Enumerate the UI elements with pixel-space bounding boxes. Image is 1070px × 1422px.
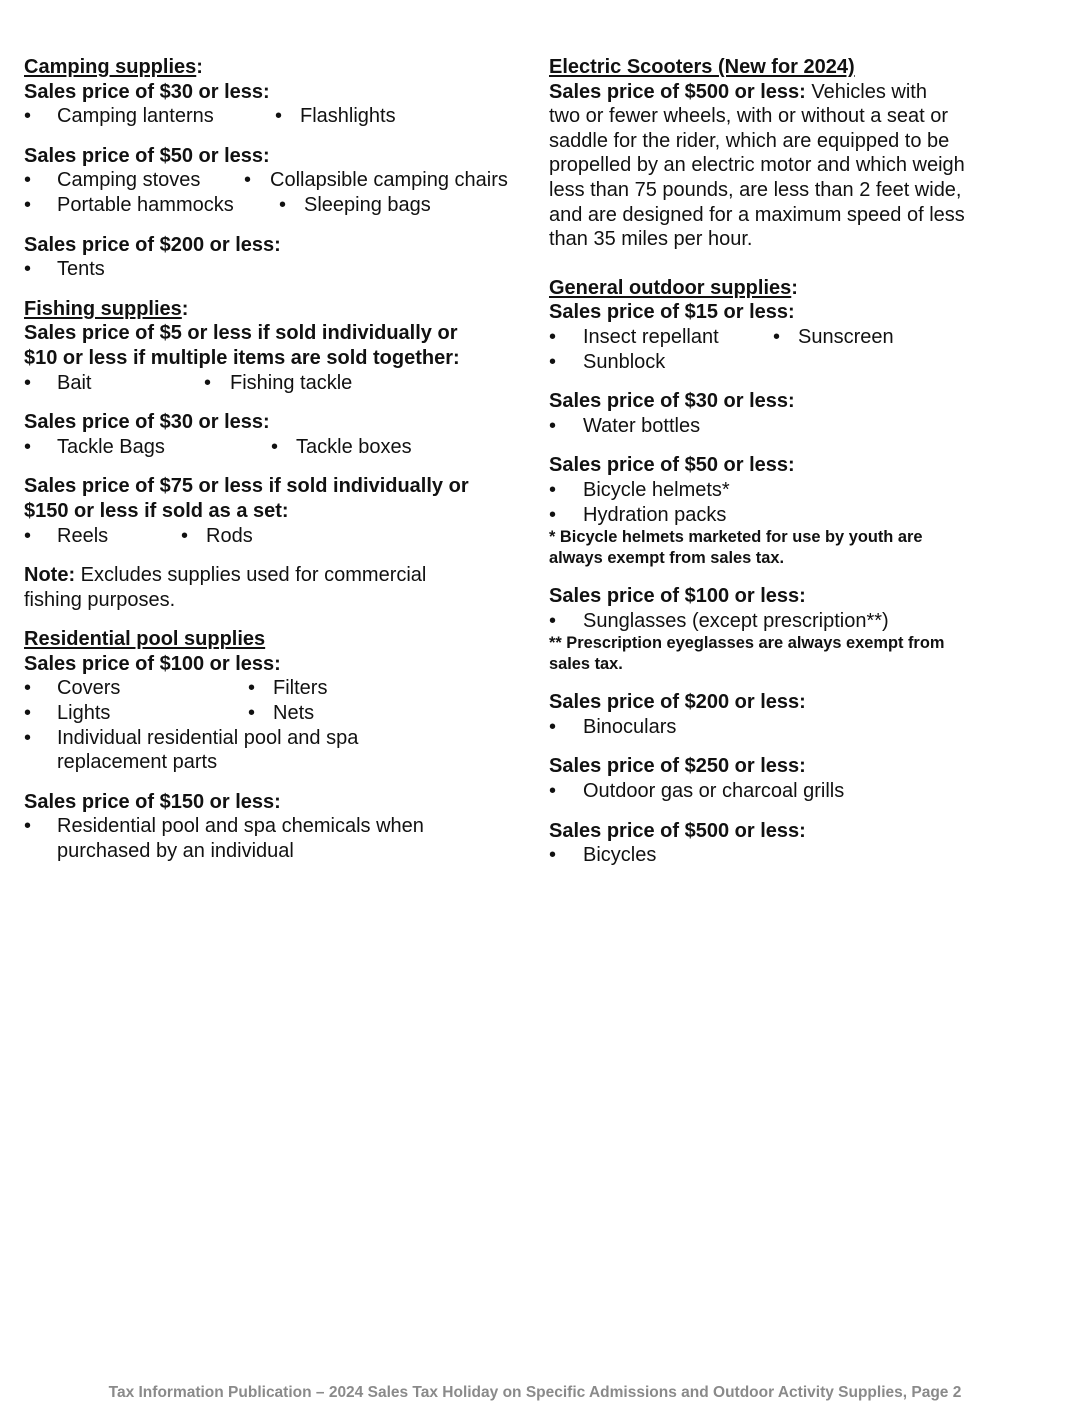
item-rods: Rods	[206, 524, 253, 547]
item-hydration-packs: Hydration packs	[583, 503, 727, 526]
list-item	[24, 814, 504, 863]
bullet: •	[248, 702, 256, 725]
item-collapsible-camping-chairs: Collapsible camping chairs	[270, 169, 508, 192]
outdoor-price-15: Sales price of $15 or less:	[549, 301, 795, 324]
item-binoculars: Binoculars	[583, 715, 677, 738]
item-bicycles: Bicycles	[583, 844, 657, 867]
bullet: •	[24, 105, 32, 128]
left-column	[24, 55, 508, 864]
helmet-footnote-line2: always exempt from sales tax.	[549, 549, 785, 568]
eyeglasses-footnote-line2: sales tax.	[549, 655, 623, 674]
item-nets: Nets	[273, 702, 315, 725]
bullet: •	[549, 503, 557, 526]
item-water-bottles: Water bottles	[583, 414, 701, 437]
list-item	[549, 779, 989, 804]
item-covers: Covers	[57, 677, 121, 700]
item-bait: Bait	[57, 371, 92, 394]
camping-price-30: Sales price of $30 or less:	[24, 80, 270, 103]
scooters-description-line: than 35 miles per hour.	[549, 228, 753, 251]
item-pool-chemicals-line2: purchased by an individual	[57, 840, 294, 863]
item-sunblock: Sunblock	[583, 350, 666, 373]
page-footer: Tax Information Publication – 2024 Sales Tax Holiday on Specific Admissions and Outdoor Activity Supplies, Page 2	[108, 1384, 962, 1401]
list-item	[549, 414, 989, 439]
bullet: •	[549, 715, 557, 738]
list-item	[24, 435, 504, 460]
bullet: •	[275, 105, 283, 128]
bullet: •	[549, 325, 557, 348]
fishing-price-30: Sales price of $30 or less:	[24, 411, 270, 434]
outdoor-price-100: Sales price of $100 or less:	[549, 585, 806, 608]
item-pool-parts-line1: Individual residential pool and spa	[57, 726, 359, 749]
bullet: •	[549, 414, 557, 437]
fishing-note: Note: Excludes supplies used for commercial	[24, 564, 427, 587]
item-filters: Filters	[273, 677, 328, 700]
item-tackle-boxes: Tackle boxes	[296, 435, 412, 458]
bullet: •	[549, 478, 557, 501]
camping-price-200: Sales price of $200 or less:	[24, 233, 281, 256]
bullet: •	[24, 726, 32, 749]
bullet: •	[24, 524, 32, 547]
bullet: •	[248, 677, 256, 700]
item-bicycle-helmets: Bicycle helmets*	[583, 478, 730, 501]
outdoor-price-30: Sales price of $30 or less:	[549, 390, 795, 413]
bullet: •	[24, 702, 32, 725]
eyeglasses-footnote: ** Prescription eyeglasses are always exempt from	[549, 634, 945, 653]
pool-price-150: Sales price of $150 or less:	[24, 790, 281, 813]
item-tackle-bags: Tackle Bags	[57, 435, 165, 458]
item-pool-chemicals-line1: Residential pool and spa chemicals when	[57, 815, 424, 838]
bullet: •	[773, 325, 781, 348]
list-item	[24, 371, 504, 396]
item-tents: Tents	[57, 258, 105, 281]
fishing-price-5-line1: Sales price of $5 or less if sold individually or	[24, 322, 458, 345]
list-item	[549, 478, 989, 503]
list-item	[24, 193, 504, 218]
fishing-note-line2: fishing purposes.	[24, 588, 176, 611]
list-item	[24, 524, 504, 549]
pool-heading: Residential pool supplies	[24, 628, 266, 651]
list-item	[549, 609, 989, 634]
item-camping-stoves: Camping stoves	[57, 169, 201, 192]
bullet: •	[549, 350, 557, 373]
scooters-description-line: two or fewer wheels, with or without a seat or	[549, 105, 949, 128]
bullet: •	[244, 169, 252, 192]
list-item	[549, 843, 989, 868]
bullet: •	[24, 169, 32, 192]
list-item	[24, 676, 504, 701]
outdoor-price-200: Sales price of $200 or less:	[549, 691, 806, 714]
item-lights: Lights	[57, 702, 111, 725]
outdoor-price-500: Sales price of $500 or less:	[549, 819, 806, 842]
bullet: •	[24, 677, 32, 700]
item-insect-repellant: Insect repellant	[583, 325, 719, 348]
item-grills: Outdoor gas or charcoal grills	[583, 780, 845, 803]
camping-price-50: Sales price of $50 or less:	[24, 144, 270, 167]
scooters-description: Sales price of $500 or less: Vehicles with	[549, 80, 927, 103]
item-fishing-tackle: Fishing tackle	[230, 371, 353, 394]
fishing-price-5-line2: $10 or less if multiple items are sold together:	[24, 346, 460, 369]
helmet-footnote: * Bicycle helmets marketed for use by youth are	[549, 528, 923, 547]
bullet: •	[549, 844, 557, 867]
outdoor-heading: General outdoor supplies:	[549, 276, 798, 299]
item-camping-lanterns: Camping lanterns	[57, 105, 214, 128]
outdoor-price-50: Sales price of $50 or less:	[549, 454, 795, 477]
bullet: •	[549, 609, 557, 632]
fishing-price-75-line2: $150 or less if sold as a set:	[24, 499, 289, 522]
list-item	[549, 503, 989, 528]
item-sleeping-bags: Sleeping bags	[304, 193, 431, 216]
item-reels: Reels	[57, 524, 109, 547]
list-item	[24, 257, 504, 282]
scooters-description-line: propelled by an electric motor and which weigh	[549, 154, 965, 177]
scooters-heading: Electric Scooters (New for 2024)	[549, 56, 855, 78]
bullet: •	[24, 258, 32, 281]
list-item	[549, 350, 989, 375]
item-portable-hammocks: Portable hammocks	[57, 193, 234, 216]
list-item	[24, 104, 504, 129]
fishing-price-75-line1: Sales price of $75 or less if sold individually or	[24, 475, 469, 498]
item-sunglasses: Sunglasses (except prescription**)	[583, 609, 889, 632]
scooters-description-line: saddle for the rider, which are equipped to be	[549, 129, 950, 152]
list-item	[24, 701, 504, 726]
list-item	[24, 726, 504, 775]
list-item	[549, 325, 989, 350]
bullet: •	[271, 435, 279, 458]
right-column	[549, 55, 989, 868]
list-item	[24, 168, 508, 193]
bullet: •	[181, 524, 189, 547]
scooters-description-line: less than 75 pounds, are less than 2 feet wide,	[549, 178, 962, 201]
scooters-description-line: and are designed for a maximum speed of less	[549, 203, 965, 226]
bullet: •	[279, 193, 287, 216]
bullet: •	[549, 780, 557, 803]
bullet: •	[24, 193, 32, 216]
fishing-heading: Fishing supplies:	[24, 297, 189, 320]
camping-heading: Camping supplies:	[24, 56, 203, 78]
bullet: •	[24, 815, 32, 838]
item-pool-parts-line2: replacement parts	[57, 751, 218, 774]
pool-price-100: Sales price of $100 or less:	[24, 652, 281, 675]
bullet: •	[24, 371, 32, 394]
list-item	[549, 715, 989, 740]
item-flashlights: Flashlights	[300, 105, 396, 128]
bullet: •	[204, 371, 212, 394]
outdoor-price-250: Sales price of $250 or less:	[549, 755, 806, 778]
bullet: •	[24, 435, 32, 458]
item-sunscreen: Sunscreen	[798, 325, 894, 348]
